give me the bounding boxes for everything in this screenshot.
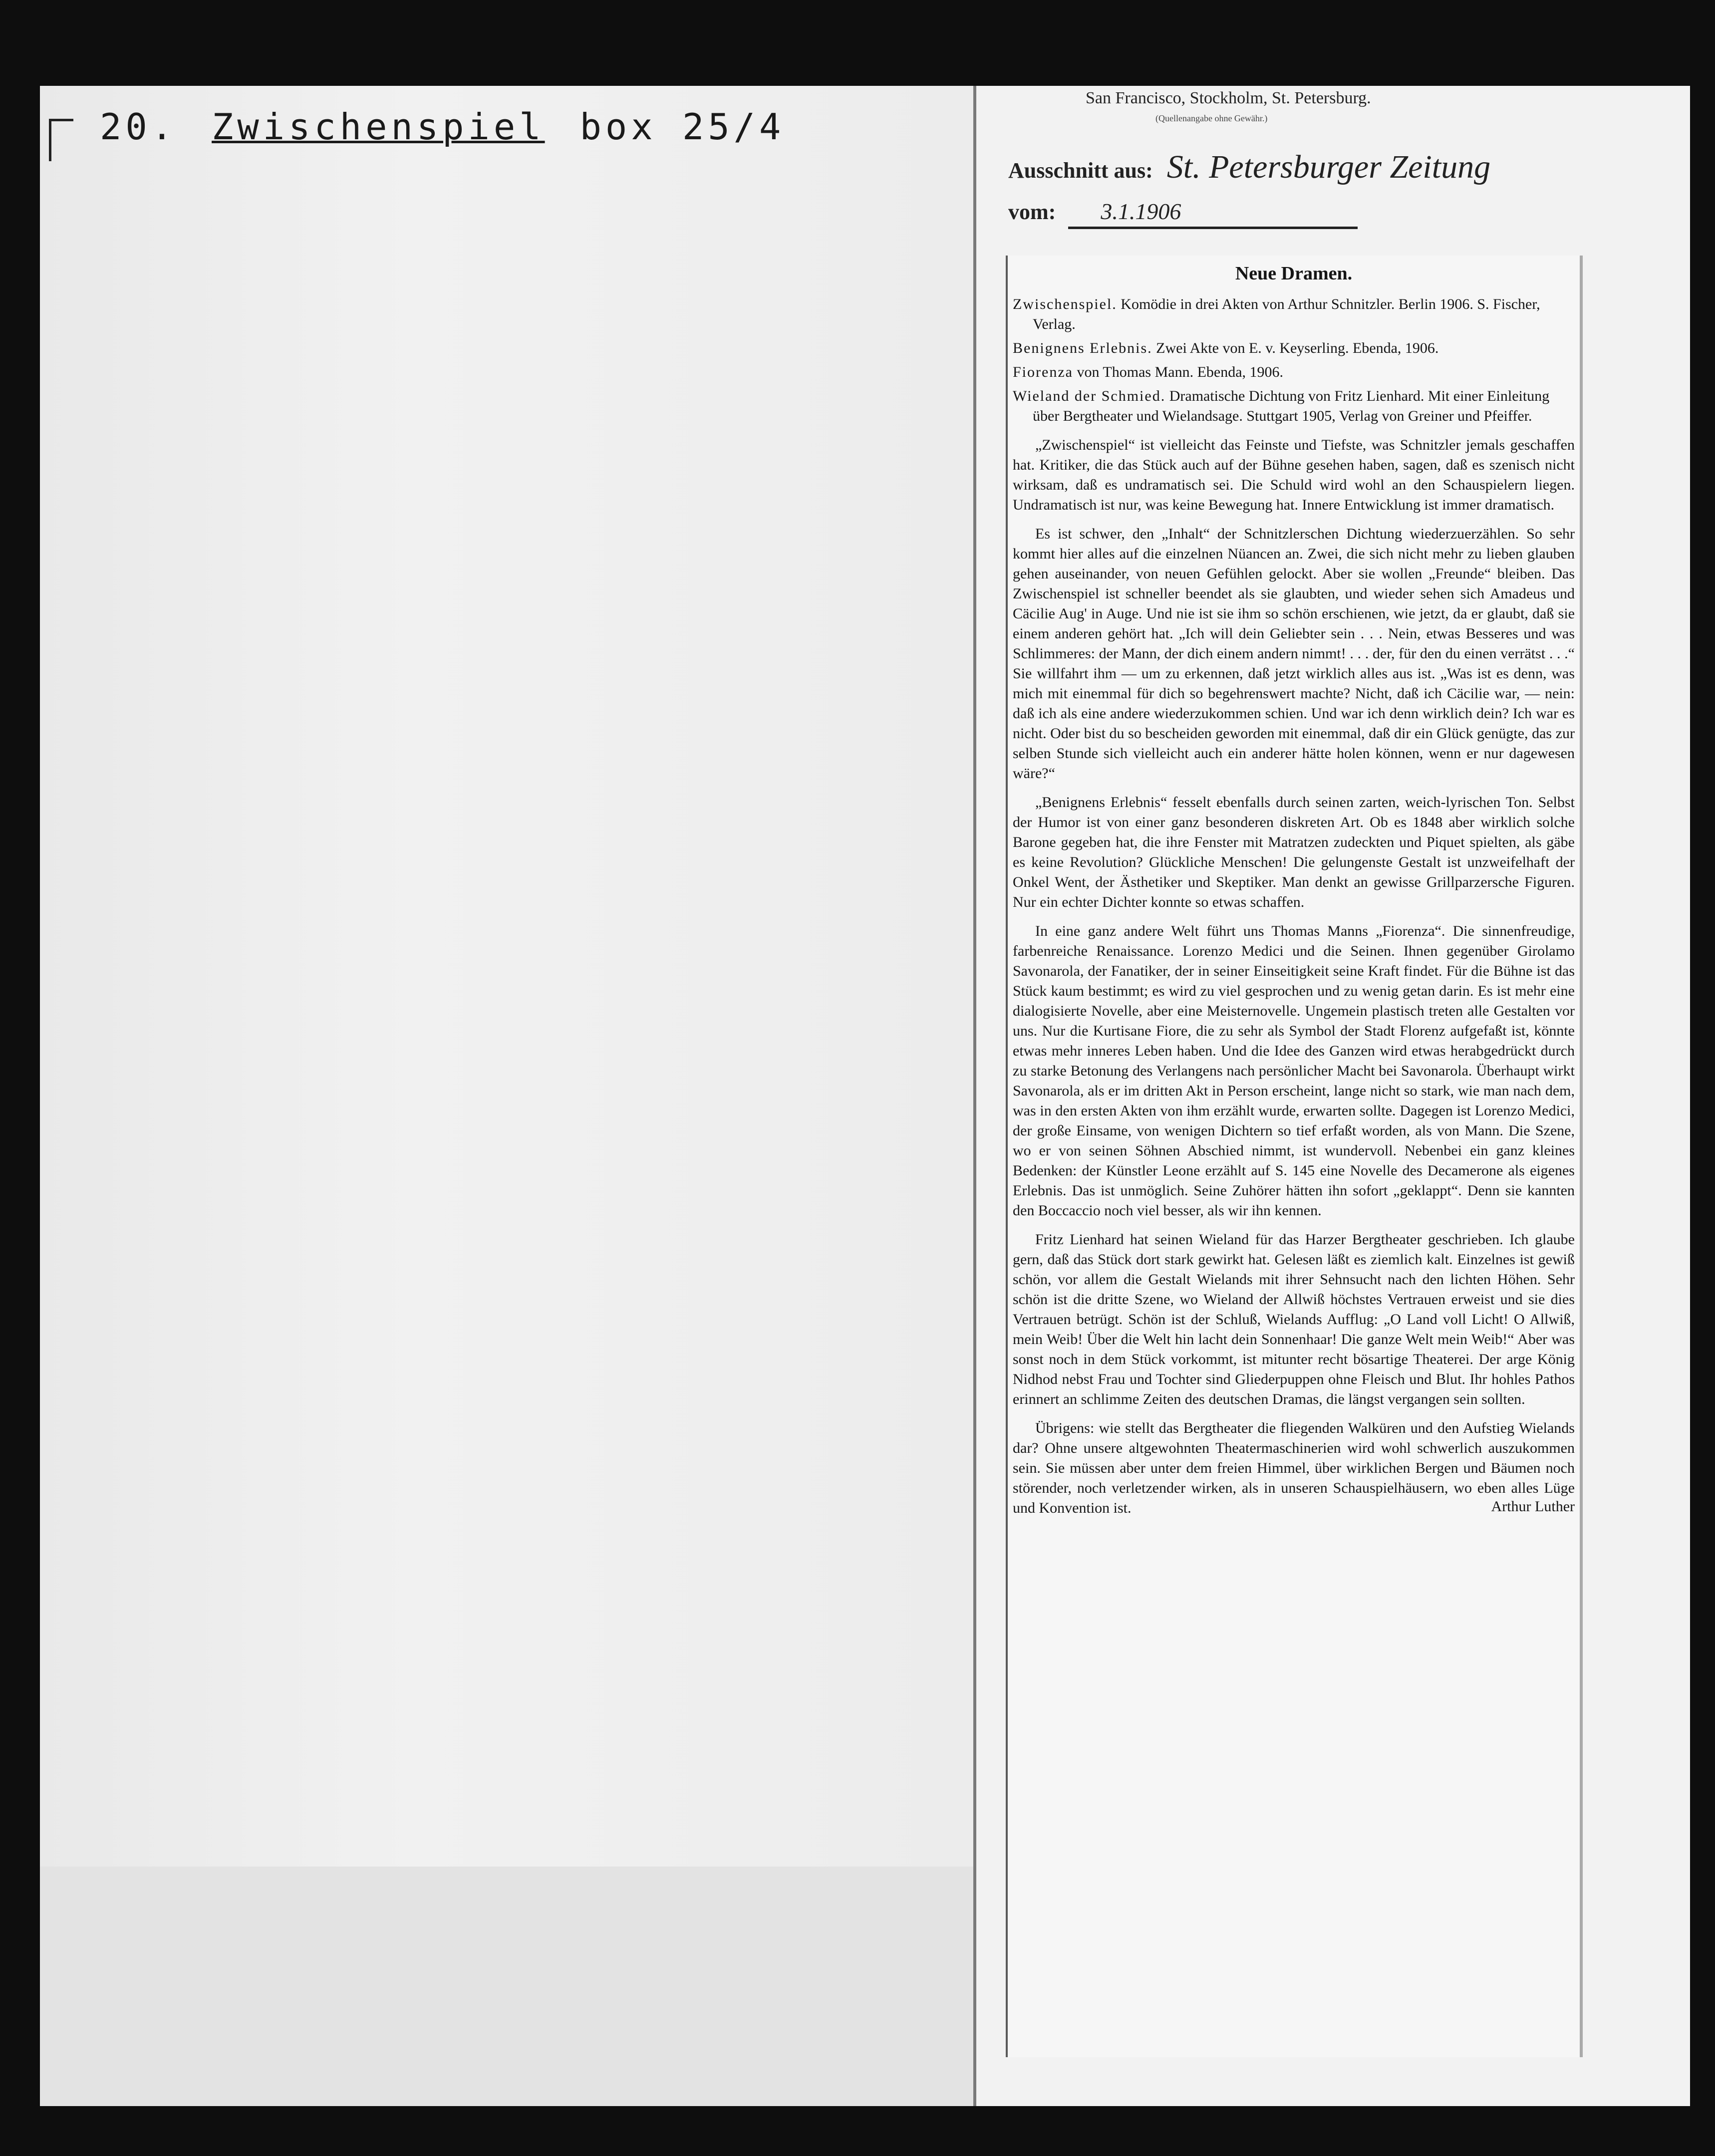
article-title: Neue Dramen. xyxy=(1235,263,1353,284)
article-paragraph: „Zwischenspiel“ ist vielleicht das Feinste und Tiefste, was Schnitzler jemals geschaffen hat. Kritiker, die das Stück auch auf der Bühne gesehen haben, sagen, daß es szenisch nicht wirksam, daß es undramatisch sei. Die Schuld wird wohl an den Schauspielern liegen. Undramatisch ist nur, was keine Bewegung hat. Innere Entwicklung ist immer dramatisch. xyxy=(1013,437,1575,513)
service-cities: San Francisco, Stockholm, St. Petersburg. xyxy=(1086,89,1371,107)
date-underline xyxy=(1068,227,1358,229)
article-body xyxy=(1013,435,1575,1518)
author-signature: Arthur Luther xyxy=(1491,1498,1575,1515)
corner-bracket-icon xyxy=(49,119,73,161)
source-disclaimer: (Quellenangabe ohne Gewähr.) xyxy=(1155,113,1268,123)
page-shadow-strip xyxy=(40,1867,973,2106)
book-title: Benignens Erlebnis. xyxy=(1013,340,1152,356)
box-number: box 25/4 xyxy=(579,106,785,148)
article-paragraph: In eine ganz andere Welt führt uns Thomas Manns „Fiorenza“. Die sinnenfreudige, farbenreiche Renaissance. Lorenzo Medici und die Seinen. Ihnen gegenüber Girolamo Savonarola, der Fanatiker, der in seiner Einseitigkeit seine Kraft findet. Für die Bühne ist das Stück kaum bestimmt; es wird zu viel gesprochen und zu wenig getan darin. Es ist mehr eine dialogisierte Novelle, aber eine Meisternovelle. Ungemein plastisch treten alle Gestalten vor uns. Nur die Kurtisane Fiore, die zu sehr als Symbol der Stadt Florenz aufgefaßt ist, könnte etwas mehr inneres Leben haben. Und die Idee des Ganzen wird etwas herabgedrückt durch zu starke Betonung des Verlangens nach persönlicher Macht bei Savonarola. Überhaupt wirkt Savonarola, als er im dritten Akt in Person erscheint, lange nicht so stark, wie man nach dem, was in den ersten Akten von ihm erzählt wurde, erwarten sollte. Dagegen ist Lorenzo Medici, der große Einsame, von wenigen Dichtern so tief erfaßt worden, als von Mann. Die Szene, wo er von seinen Söhnen Abschied nimmt, ist wundervoll. Nebenbei ein ganz kleines Bedenken: der Künstler Leone erzählt auf S. 145 eine Novelle des Decamerone als eigenes Erlebnis. Das ist unmöglich. Seine Zuhörer hätten ihn sofort „geklappt“. Denn sie kannten den Boccaccio noch viel besser, als wir ihn kennen. xyxy=(1013,923,1575,1219)
ausschnitt-label: Ausschnitt aus: xyxy=(1008,158,1153,183)
vom-label: vom: xyxy=(1008,200,1056,224)
article-paragraph: Es ist schwer, den „Inhalt“ der Schnitzlerschen Dichtung wiederzuerzählen. So sehr kommt hier alles auf die einzelnen Nüancen an. Zwei, die sich nicht mehr zu lieben glauben gehen auseinander, von neuen Gefühlen gelockt. Aber sie wollen „Freunde“ bleiben. Das Zwischenspiel ist schneller beendet als sie glaubten, und wieder sehen sich Amadeus und Cäcilie Aug' in Auge. Und nie ist sie ihm so schön erschienen, wie jetzt, da er glaubt, daß sie einem anderen gehört hat. „Ich will dein Geliebter sein . . . Nein, etwas Besseres und was Schlimmeres: der Mann, der dich einem andern nimmt! . . . der, für den du einen verrätst . . .“ Sie willfahrt ihm — um zu erkennen, daß jetzt wirklich alles aus ist. „Was ist es denn, was mich mit einemmal für dich so begehrenswert machte? Nicht, daß ich Cäcilie war, — nein: daß ich als eine andere wiederzukommen schien. Und war ich denn wirklich dein? Ich war es nicht. Oder bist du so bescheiden geworden mit einemmal, daß dir ein Glück genügte, das zur selben Stunde sich vielleicht auch ein anderer hätte holen können, wenn er nur dagewesen wäre?“ xyxy=(1013,526,1575,782)
book-entry xyxy=(1013,362,1575,382)
ausschnitt-line xyxy=(1008,148,1490,186)
book-details: von Thomas Mann. Ebenda, 1906. xyxy=(1077,364,1284,380)
book-title: Zwischenspiel. xyxy=(1013,296,1117,312)
book-details: Dramatische Dichtung von Fritz Lienhard. Mit einer Einleitung über Bergtheater und Wielandsage. Stuttgart 1905, Verlag von Greiner und Pfeiffer. xyxy=(1033,388,1550,424)
newspaper-name: St. Petersburger Zeitung xyxy=(1166,149,1491,185)
left-folder-page xyxy=(40,86,973,2106)
date-line xyxy=(1008,198,1181,225)
book-details: Komödie in drei Akten von Arthur Schnitzler. Berlin 1906. S. Fischer, Verlag. xyxy=(1033,296,1540,332)
clipping-service-header xyxy=(978,86,1677,251)
newspaper-clipping xyxy=(1006,256,1580,2057)
book-list xyxy=(1013,294,1575,426)
article-paragraph: Fritz Lienhard hat seinen Wieland für das Harzer Bergtheater geschrieben. Ich glaube gern, daß das Stück dort stark gewirkt hat. Gelesen läßt es ziemlich kalt. Einzelnes ist gewiß schön, vor allem die Gestalt Wielands mit ihrer Sehnsucht nach den lichten Höhen. Sehr schön ist die dritte Szene, wo Wieland der Allwiß höchstes Vertrauen erweist und sie dies Vertrauen betrügt. Schön ist der Schluß, Wielands Aufflug: „O Land voll Licht! O Allwiß, mein Weib! Über die Welt hin lacht dein Sonnenhaar! Die ganze Welt mein Weib!“ Aber was sonst noch in dem Stück vorkommt, ist mitunter recht bösartige Theaterei. Der arge König Nidhod nebst Frau und Tochter sind Gliederpuppen ohne Fleisch und Blut. Ihr hohles Pathos erinnert an schlimme Zeiten des deutschen Dramas, die längst vergangen sein sollten. xyxy=(1013,1231,1575,1407)
book-entry xyxy=(1013,294,1575,334)
book-title: Fiorenza xyxy=(1013,364,1073,380)
book-entry xyxy=(1013,338,1575,358)
folder-title: Zwischenspiel xyxy=(212,106,545,148)
clipping-edge xyxy=(1580,256,1583,2057)
article-paragraph: „Benignens Erlebnis“ fesselt ebenfalls durch seinen zarten, weich-lyrischen Ton. Selbst der Humor ist von einer ganz besonderen diskreten Art. Ob es 1848 aber wirklich solche Barone gegeben hat, die ihre Fenster mit Matratzen zudeckten und Piquet spielten, als gäbe es keine Revolution? Glückliche Menschen! Die gelungenste Gestalt ist unzweifelhaft der Onkel Went, der Ästhetiker und Skeptiker. Man denkt an gewisse Grillparzersche Figuren. Nur ein echter Dichter konnte so etwas schaffen. xyxy=(1013,794,1575,910)
folder-number: 20. xyxy=(100,106,177,148)
book-entry xyxy=(1013,386,1575,426)
book-details: Zwei Akte von E. v. Keyserling. Ebenda, 1906. xyxy=(1156,340,1439,356)
article-paragraph: Übrigens: wie stellt das Bergtheater die fliegenden Walküren und den Aufstieg Wielands dar? Ohne unsere altgewohnten Theatermaschinerien wird wohl schwerlich auszukommen sein. Sie müssen aber unter dem freien Himmel, über wirklichen Bergen und Bäumen noch störender, noch verletzender wirken, als in unseren Schauspielhäusern, wo eben alles Lüge und Konvention ist. xyxy=(1013,1420,1575,1516)
book-title: Wieland der Schmied. xyxy=(1013,388,1166,404)
folder-label xyxy=(100,106,820,148)
clipping-date: 3.1.1906 xyxy=(1101,199,1181,224)
